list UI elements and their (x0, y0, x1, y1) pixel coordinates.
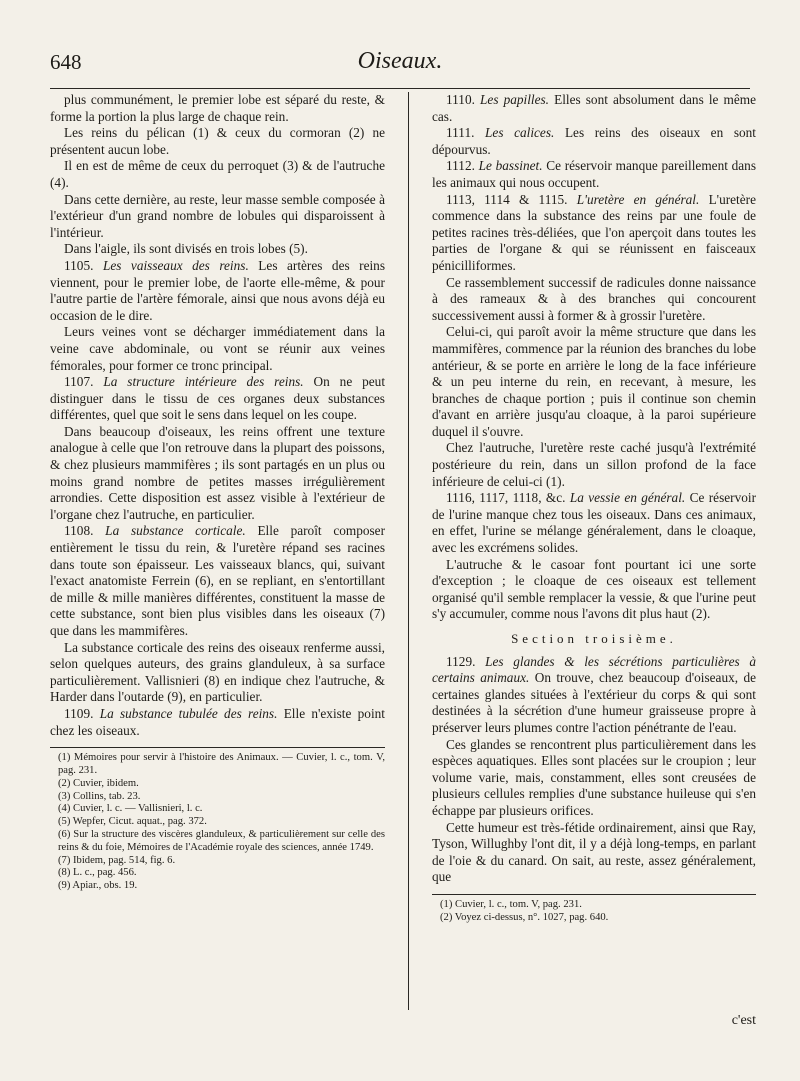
paragraph-text: L'autruche & le casoar font pourtant ici une sorte d'exception ; le cloaque de ces oiseaux est tellement organisé qu'il semble remplacer la vessie, & que l'urine peut s'y accumuler, comme nous l'avons dit plus haut (2). (432, 556, 756, 622)
paragraph (432, 92, 756, 125)
paragraph-number: 1105. (64, 257, 94, 273)
paragraph-text: Il en est de même de ceux du perroquet (3) & de l'autruche (4). (50, 158, 385, 190)
header-rule (50, 88, 750, 89)
paragraph-text: Elle paroît composer entièrement le tissu du rein, & l'uretère répand ses racines dans toute son épaisseur. Les vaisseaux blancs, qui, suivant l'exact anatomiste Ferrein (6), en se repliant, en s'entortillant de mille & mille manières différentes, constituent la masse de cette substance, sont bien plus visibles dans les oiseaux (7) que dans les mammifères. (50, 523, 386, 638)
paragraph-text: Elle n'existe point chez les oiseaux. (50, 705, 385, 738)
footnote: (8) L. c., pag. 456. (58, 867, 137, 879)
left-column (50, 92, 385, 893)
paragraph-text: On trouve, chez beaucoup d'oiseaux, de certaines glandes situées à l'extérieur du corps & qui sont destinées à la sécrétion d'une humeur graisseuse propre à préserver leurs plumes contre l'action pénétrante de l'eau. (432, 670, 757, 735)
paragraph (432, 557, 756, 623)
paragraph (432, 737, 756, 820)
paragraph (432, 275, 756, 325)
paragraph (432, 192, 756, 275)
paragraph-title: Les vaisseaux des reins. (102, 257, 249, 273)
paragraph-text: Cette humeur est très-fétide ordinairement, ainsi que Ray, Tyson, Willughby l'ont dit, il y a déjà long-temps, en parlant de l'oie & du canard. On sait, au reste, assez généralement, que (432, 819, 756, 885)
footnote: (1) Mémoires pour servir à l'histoire des Animaux. — Cuvier, l. c., tom. V, pag. 231. (58, 752, 385, 776)
footnote: (4) Cuvier, l. c. — Vallisnieri, l. c. (58, 803, 203, 815)
paragraph (50, 92, 385, 125)
paragraph-text: Ce réservoir manque pareillement dans les animaux qui nous occupent. (432, 158, 756, 190)
paragraph-title: La structure intérieure des reins. (103, 374, 304, 390)
catchword: c'est (731, 1013, 756, 1028)
paragraph-title: Les calices. (485, 125, 555, 141)
footnote-rule (50, 747, 385, 748)
paragraph-title: Les papilles. (480, 92, 549, 107)
paragraph (432, 820, 756, 886)
paragraph (432, 654, 756, 737)
paragraph (50, 424, 385, 524)
footnote: (5) Wepfer, Cicut. aquat., pag. 372. (58, 816, 207, 828)
paragraph-text: Ce rassemblement successif de radicules donne naissance à des rameaux & à des branches qui concourent successivement aussi à former & à grossir l'uretère. (432, 274, 756, 323)
paragraph-text: On ne peut distinguer dans le tissu de ces organes deux substances différentes, quel que soit le sens dans lequel on les coupe. (50, 374, 386, 423)
paragraph (50, 241, 385, 258)
paragraph-title: L'uretère en général. (576, 191, 700, 207)
paragraph (50, 158, 385, 191)
paragraph-text: plus communément, le premier lobe est séparé du reste, & forme la portion la plus large de chaque rein. (50, 92, 385, 124)
paragraph (50, 374, 385, 424)
paragraph (50, 706, 385, 739)
footnote: (2) Cuvier, ibidem. (58, 777, 139, 789)
paragraph (432, 324, 756, 440)
paragraph (50, 192, 385, 242)
paragraph-text: L'uretère commence dans la substance des reins par une foule de petites racines très-déliées, que l'on aperçoit dans toutes les parties de l'organe & qui se réunissent en faisceaux pénicilliformes. (432, 191, 756, 273)
paragraph-text: Les reins des oiseaux en sont dépourvus. (432, 125, 756, 157)
paragraph-title: La substance corticale. (105, 523, 246, 539)
paragraph (50, 258, 385, 324)
page-number: 648 (50, 50, 82, 74)
paragraph-text: Elles sont absolument dans le même cas. (432, 92, 756, 124)
footnote: (6) Sur la structure des viscères glanduleux, & particulièrement sur celle des reins & du foie, Mémoires de l'Académie royale des sciences, année 1749. (58, 828, 385, 853)
paragraph-number: 1109. (64, 705, 94, 721)
paragraph (50, 125, 385, 158)
section-heading: Section troisième. (511, 631, 677, 646)
footnote: (2) Voyez ci-dessus, n°. 1027, pag. 640. (440, 911, 609, 923)
paragraph-number: 1116, 1117, 1118, &c. (446, 490, 566, 506)
paragraph-number: 1107. (64, 374, 94, 390)
footnote-rule (432, 894, 756, 895)
paragraph (432, 125, 756, 158)
paragraph-text: Chez l'autruche, l'uretère reste caché jusqu'à l'extrémité postérieure du rein, dans un sillon profond de la face inférieure de celui-ci (1). (432, 440, 756, 489)
paragraph-text: La substance corticale des reins des oiseaux renferme aussi, selon quelques auteurs, des grains glanduleux, à sa surface particulièrement. Vallisnieri (8) en indique chez l'autruche, & Harder dans l'outarde (9), en particulier. (50, 639, 385, 705)
paragraph (432, 440, 756, 490)
paragraph-text: Dans cette dernière, au reste, leur masse semble composée à l'extérieur d'un grand nombre de lobules qui disparoissent à l'intérieur. (50, 191, 385, 240)
paragraph (50, 640, 385, 706)
footnote: (1) Cuvier, l. c., tom. V, pag. 231. (440, 898, 582, 910)
paragraph-text: Dans beaucoup d'oiseaux, les reins offrent une texture analogue à celle que l'on retrouve dans la plupart des poissons, & chez plusieurs mammifères ; ils sont partagés en un plus ou moins grand nombre de petites masses irrégulièrement arrondies. Cette disposition est assez visible à l'extérieur de l'organe chez l'autruche, en particulier. (50, 423, 385, 522)
paragraph-title: Le bassinet. (478, 158, 543, 174)
paragraph-text: Les reins du pélican (1) & ceux du cormoran (2) ne présentent aucun lobe. (50, 125, 385, 157)
paragraph (432, 158, 756, 191)
paragraph-title: La vessie en général. (569, 490, 686, 506)
running-title: Oiseaux. (357, 48, 443, 74)
paragraph-text: Dans l'aigle, ils sont divisés en trois lobes (5). (64, 241, 308, 257)
paragraph-number: 1113, 1114 & 1115. (446, 191, 568, 207)
right-column (432, 92, 756, 925)
column-divider (408, 92, 409, 1010)
footnote: (3) Collins, tab. 23. (58, 790, 141, 802)
paragraph (50, 523, 385, 639)
paragraph-number: 1129. (446, 653, 476, 669)
paragraph-text: Les artères des reins viennent, pour le premier lobe, de l'aorte elle-même, & pour l'autre partie de l'artère fémorale, ainsi que nous avons déjà eu occasion de le dire. (50, 257, 386, 323)
paragraph-text: Celui-ci, qui paroît avoir la même structure que dans les mammifères, commence par la réunion des branches du lobe antérieur, & se porte en arrière le long de la face inférieure & un peu interne du rein, en recevant, à mesure, les branches de chaque portion ; puis il continue son chemin d'avant en arrière jusqu'au cloaque, à la paroi supérieure duquel il s'ouvre. (432, 324, 756, 439)
paragraph-title: La substance tubulée des reins. (99, 705, 278, 721)
paragraph-number: 1108. (64, 523, 94, 539)
paragraph-text: Ces glandes se rencontrent plus particulièrement dans les espèces aquatiques. Elles sont placées sur le croupion ; leur volume varie, mais, constamment, elles sont creusées de plusieurs cellules remplies d'une substance huileuse qui s'en échappe par plusieurs orifices. (432, 736, 756, 818)
paragraph (432, 490, 756, 556)
paragraph (50, 324, 385, 374)
paragraph-text: Leurs veines vont se décharger immédiatement dans la veine cave abdominale, ou vont se réunir aux veines fémorales, pour former ce tronc principal. (50, 324, 385, 373)
paragraph-number: 1110. (446, 92, 475, 107)
footnote: (7) Ibidem, pag. 514, fig. 6. (58, 854, 176, 866)
paragraph-title: Les glandes & les sécrétions particulières à certains animaux. (432, 653, 756, 686)
paragraph-text: Ce réservoir de l'urine manque chez tous les oiseaux. Dans ces animaux, en effet, l'urine se mélange généralement, dans le cloaque, avec les excrémens solides. (432, 490, 756, 556)
paragraph-number: 1112. (446, 158, 475, 174)
footnote: (9) Apiar., obs. 19. (58, 880, 138, 892)
paragraph-number: 1111. (446, 125, 475, 141)
page-header (50, 48, 750, 82)
